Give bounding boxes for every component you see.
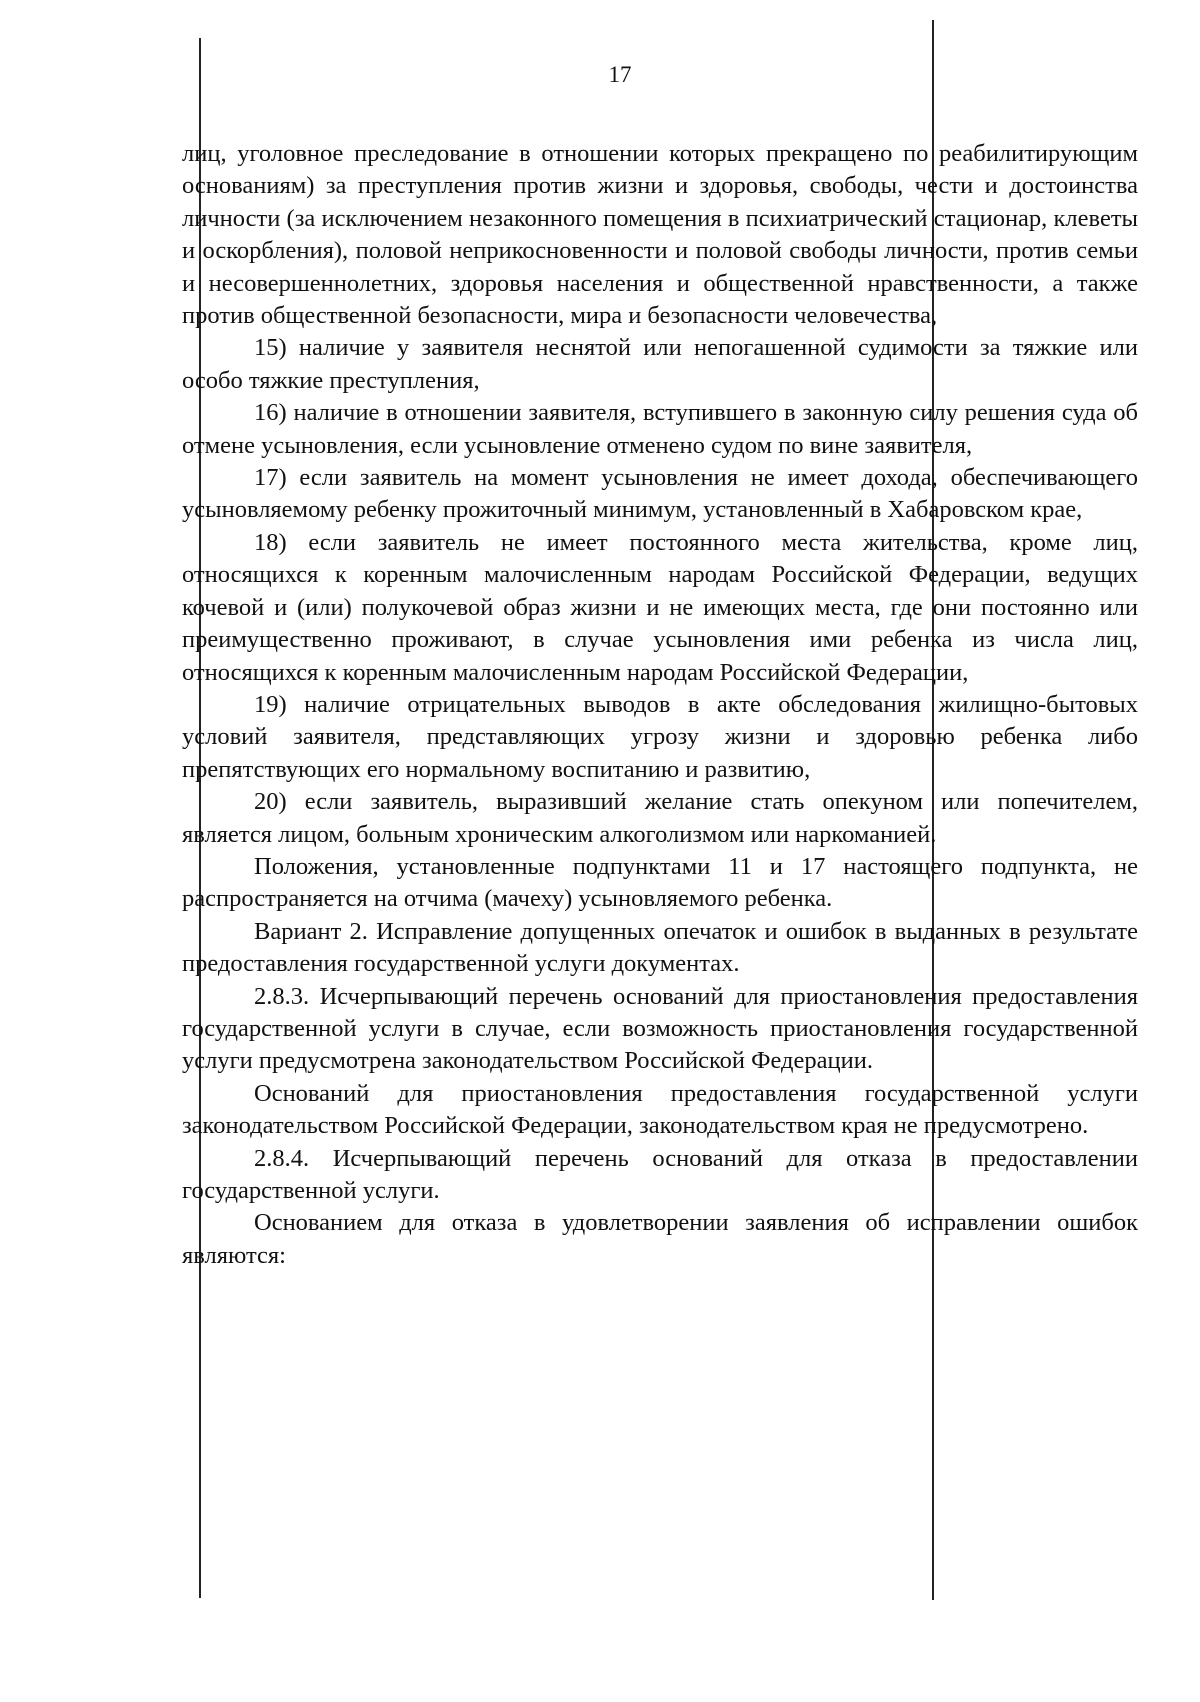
- paragraph-2-8-4: 2.8.4. Исчерпывающий перечень оснований для отказа в предоставлении государственной услуги.: [182, 1144, 1138, 1204]
- paragraph-item-16: 16) наличие в отношении заявителя, вступившего в законную силу решения суда об отмене усыновления, если усыновление отменено судом по вине заявителя,: [182, 399, 1138, 459]
- paragraph-2-8-3: 2.8.3. Исчерпывающий перечень оснований для приостановления предоставления государственной услуги в случае, если возможность приостановления государственной услуги предусмотрена законодательством Российской Федерации.: [182, 982, 1138, 1075]
- paragraph-item-19: 19) наличие отрицательных выводов в акте обследования жилищно-бытовых условий заявителя, представляющих угрозу жизни и здоровью ребенка либо препятствующих его нормальному воспитанию и развитию,: [182, 690, 1138, 783]
- paragraph-no-grounds-suspension: Оснований для приостановления предоставления государственной услуги законодательством Российской Федерации, законодательством края не предусмотрено.: [182, 1079, 1138, 1140]
- paragraph-provisions: Положения, установленные подпунктами 11 и 17 настоящего подпункта, не распространяется на отчима (мачеху) усыновляемого ребенка.: [182, 852, 1138, 913]
- paragraph-refusal-grounds: Основанием для отказа в удовлетворении заявления об исправлении ошибок являются:: [182, 1209, 1138, 1269]
- paragraph-item-20: 20) если заявитель, выразивший желание стать опекуном или попечителем, является лицом, больным хроническим алкоголизмом или наркоманией.: [182, 788, 1138, 848]
- paragraph-variant-2: Вариант 2. Исправление допущенных опечаток и ошибок в выданных в результате предоставления государственной услуги документах.: [182, 917, 1138, 978]
- paragraph-item-15: 15) наличие у заявителя неснятой или непогашенной судимости за тяжкие или особо тяжкие преступления,: [182, 334, 1138, 394]
- paragraph-item-17: 17) если заявитель на момент усыновления не имеет дохода, обеспечивающего усыновляемому ребенку прожиточный минимум, установленный в Хабаровском крае,: [182, 464, 1138, 524]
- document-body: [182, 138, 1138, 1272]
- page-number: 17: [608, 62, 632, 87]
- paragraph-continuation: лиц, уголовное преследование в отношении которых прекращено по реабилитирующим основаниям) за преступления против жизни и здоровья, свободы, чести и достоинства личности (за исключением незаконного помещения в психиатрический стационар, клеветы и оскорбления), половой неприкосновенности и половой свободы личности, против семьи и несовершеннолетних, здоровья населения и общественной нравственности, а также против общественной безопасности, мира и безопасности человечества,: [182, 140, 1138, 330]
- paragraph-item-18: 18) если заявитель не имеет постоянного места жительства, кроме лиц, относящихся к коренным малочисленным народам Российской Федерации, ведущих кочевой и (или) полукочевой образ жизни и не имеющих места, где они постоянно или преимущественно проживают, в случае усыновления ими ребенка из числа лиц, относящихся к коренным малочисленным народам Российской Федерации,: [182, 528, 1138, 686]
